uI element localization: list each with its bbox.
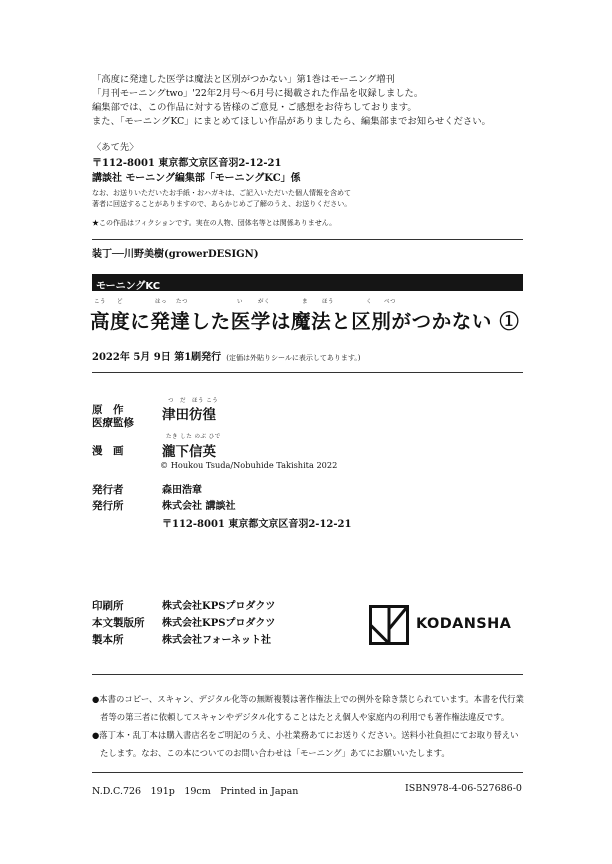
divider (92, 674, 523, 675)
series-label-bar (92, 274, 523, 291)
ruby-text: ま (302, 299, 309, 305)
book-title: 高度に発達した医学は魔法と区別がつかない ① (90, 310, 520, 333)
legal-line: ●落丁本・乱丁本は購入書店名をご明記のうえ、小社業務あてにお送りください。送料小社負担にてお取り替えい (92, 730, 519, 740)
ruby-text: い (237, 299, 244, 305)
credit-label-art: 漫 画 (92, 445, 124, 457)
binder-label: 製本所 (92, 634, 124, 646)
plate-name: 株式会社KPSプロダクツ (162, 618, 276, 629)
legal-line: たします。なお、この本についてのお問い合わせは「モーニング」あてにお願いいたします。 (100, 748, 450, 758)
ruby-text: く (366, 299, 373, 305)
divider (92, 772, 523, 773)
release-date: 2022年 5月 9日 第1刷発行 (92, 352, 222, 363)
privacy-line: 著者に回送することがありますので、あらかじめご了解のうえ、お送りください。 (92, 200, 352, 208)
kodansha-logo-text: KODANSHA (416, 616, 512, 632)
ruby-text: ほう (322, 299, 335, 305)
price-note: (定価は外貼りシールに表示してあります。) (226, 354, 361, 362)
series-label: モーニングKC (96, 281, 161, 292)
ruby-text: べつ (384, 299, 397, 305)
publisher-name: 森田浩章 (162, 485, 202, 496)
printer-name: 株式会社KPSプロダクツ (162, 601, 276, 612)
fiction-notice: ★この作品はフィクションです。実在の人物、団体名等とは関係ありません。 (92, 219, 337, 227)
credit-label-publisher: 発行者 (92, 484, 124, 496)
notice-line: 編集部では、この作品に対する皆様のご意見・ご感想をお待ちしております。 (92, 102, 417, 113)
binder-name: 株式会社フォーネット社 (162, 635, 271, 646)
ruby-text: がく (258, 299, 271, 305)
printer-label: 印刷所 (92, 600, 124, 612)
plate-label: 本文製版所 (92, 617, 145, 629)
publishing-address: 〒112-8001 東京都文京区音羽2-12-21 (162, 519, 352, 530)
kodansha-logo-icon (369, 605, 409, 645)
notice-line: 「高度に発達した医学は魔法と区別がつかない」第1巻はモーニング増刊 (92, 74, 395, 85)
copyright: © Houkou Tsuda/Nobuhide Takishita 2022 (160, 460, 338, 470)
address-postal: 〒112-8001 東京都文京区音羽2-12-21 (92, 158, 282, 169)
author-ruby: つ だ ほう こう (168, 398, 219, 404)
release-line (92, 345, 361, 365)
notice-line: 「月刊モーニングtwo」'22年2月号～6月号に掲載された作品を収録しました。 (92, 88, 424, 99)
footer-classification: N.D.C.726 191p 19cm Printed in Japan (92, 786, 299, 797)
design-credit: 装丁──川野美樹(growerDESIGN) (92, 249, 259, 260)
legal-line: 者等の第三者に依頼してスキャンやデジタル化することはたとえ個人や家庭内の利用でも著作権法違反です。 (100, 712, 510, 722)
notice-line: また、「モーニングKC」にまとめてほしい作品がありましたら、編集部までお知らせください。 (92, 116, 491, 127)
publishing-house: 株式会社 講談社 (162, 501, 236, 512)
ruby-text: こう (94, 299, 107, 305)
credit-label-original: 原 作 (92, 404, 124, 416)
legal-line: ●本書のコピー、スキャン、デジタル化等の無断複製は著作権法上での例外を除き禁じられています。本書を代行業 (92, 694, 524, 704)
artist-ruby: たき した のぶ ひで (166, 434, 221, 440)
author-name: 津田彷徨 (162, 407, 216, 423)
address-heading: 〈あて先〉 (92, 142, 139, 153)
ruby-text: たつ (176, 299, 189, 305)
privacy-line: なお、お送りいただいたお手紙・おハガキは、ご記入いただいた個人情報を含めて (92, 189, 351, 197)
credit-label-medical: 医療監修 (92, 417, 134, 429)
isbn: ISBN978-4-06-527686-0 (405, 783, 522, 794)
artist-name: 瀧下信英 (162, 444, 216, 460)
divider (92, 239, 523, 240)
address-dept: 講談社 モーニング編集部「モーニングKC」係 (92, 173, 301, 184)
credit-label-house: 発行所 (92, 500, 124, 512)
ruby-text: はっ (155, 299, 168, 305)
ruby-text: ど (117, 299, 124, 305)
divider (92, 372, 523, 373)
